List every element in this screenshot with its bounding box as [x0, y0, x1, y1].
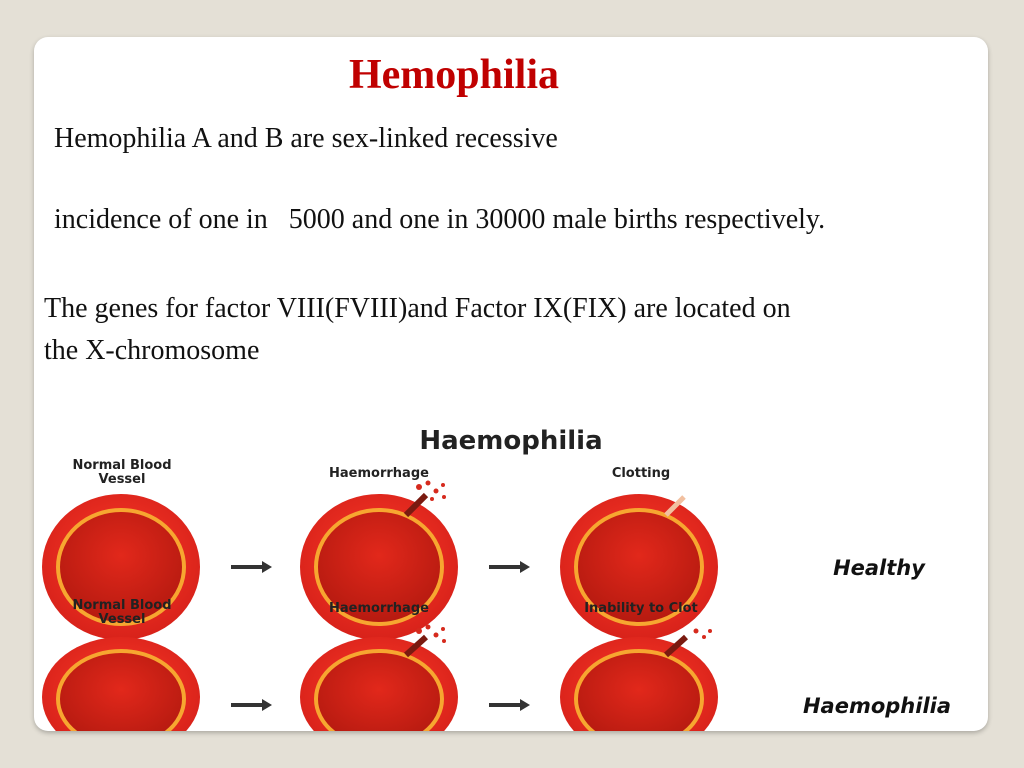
- row-haemophilia: [42, 598, 951, 731]
- vessel-clotting: [560, 494, 718, 640]
- label-inability-to-clot: Inability to Clot: [584, 601, 698, 616]
- vessel-normal-2: [42, 637, 200, 731]
- haemophilia-diagram: [34, 387, 988, 731]
- arrow-2b: [489, 699, 530, 711]
- arrow-2a: [231, 699, 272, 711]
- arrow-1a: [231, 561, 272, 573]
- text-line-x-chromosome: the X-chromosome: [44, 335, 260, 366]
- label-clotting: Clotting: [611, 466, 671, 481]
- text-line-genes: The genes for factor VIII(FVIII)and Factor IX(FIX) are located on: [44, 293, 791, 324]
- diagram-heading: Haemophilia: [419, 426, 603, 456]
- vessel-inability-to-clot: [560, 629, 718, 732]
- slide-title: Hemophilia: [348, 52, 560, 98]
- label-normal-vessel-1a: Normal Blood: [72, 458, 172, 473]
- label-normal-vessel-2a: Normal Blood: [72, 598, 172, 613]
- text-line-incidence: incidence of one in 5000 and one in 30000 male births respectively.: [54, 204, 826, 235]
- status-haemophilia: Haemophilia: [802, 694, 952, 718]
- arrow-1b: [489, 561, 530, 573]
- vessel-haemorrhage-2: [300, 625, 458, 732]
- label-haemorrhage-2: Haemorrhage: [329, 601, 429, 616]
- vessel-haemorrhage-1: [300, 481, 458, 641]
- row-healthy: [42, 458, 926, 640]
- label-normal-vessel-1b: Vessel: [98, 472, 146, 487]
- status-healthy: Healthy: [833, 556, 925, 580]
- slide: [34, 37, 988, 731]
- label-haemorrhage-1: Haemorrhage: [329, 466, 429, 481]
- text-line-sex-linked: Hemophilia A and B are sex-linked recessive: [54, 123, 558, 154]
- label-normal-vessel-2b: Vessel: [98, 612, 146, 627]
